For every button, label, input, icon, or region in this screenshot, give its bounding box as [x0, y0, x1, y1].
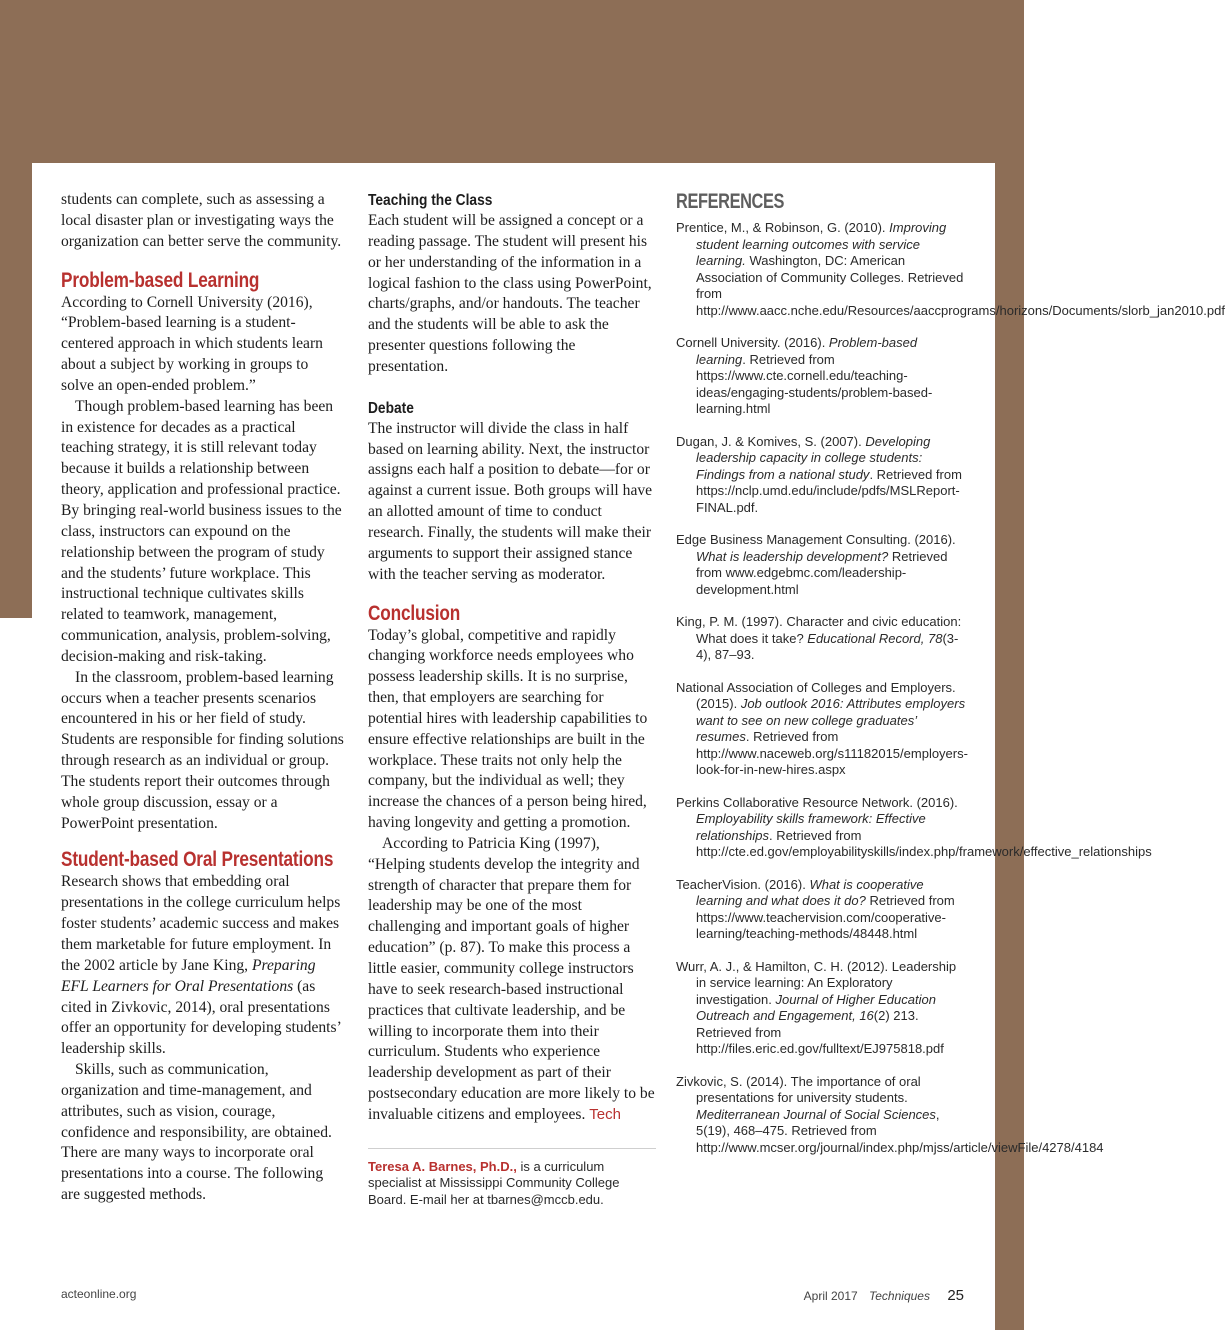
pbl-paragraph-2: Though problem-based learning has been in existence for decades as a practical teaching strategy, it is still relevant today because it builds a relationship between theory, application and professional practice. By bringing real-world business issues to the class, instructors can expound on the relationship between the program of study and the students’ future workplace. This instructional technique cultivates skills related to teamwork, management, communication, analysis, problem-solving, decision-making and risk-taking. [61, 397, 342, 665]
intro-continuation: students can complete, such as assessing a local disaster plan or investigating ways the organization can better serve the community. [61, 191, 342, 250]
tech-end-mark: Tech [589, 1105, 621, 1123]
footer-issue-info [804, 1287, 964, 1304]
reference-item: Dugan, J. & Komives, S. (2007). Developing leadership capacity in college students: Findings from a national study. Retrieved from https://nclp.umd.edu/include/pdfs/MSLReport-FINAL.pdf. [676, 433, 962, 515]
reference-item: King, P. M. (1997). Character and civic education: What does it take? Educational Record, 78(3-4), 87–93. [676, 614, 962, 662]
pbl-paragraph-3: In the classroom, problem-based learning occurs when a teacher presents scenarios encountered in his or her field of study. Students are responsible for finding solutions through research as an individual or group. The students report their outcomes through whole group discussion, essay or a PowerPoint presentation. [61, 668, 344, 832]
conclusion-paragraph-2: According to Patricia King (1997), “Helping students develop the integrity and strength of character that prepare them for leadership may be one of the most challenging and important goals of higher education” (p. 87). To make this process a little easier, community college instructors have to seek research-based instructional practices that cultivate leadership, and be willing to incorporate them into their curriculum. Students who experience leadership development as part of their postsecondary education are more likely to be invaluable citizens and employees. Tech [368, 834, 655, 1123]
student-oral-presentations-heading: Student-based Oral Presentations [61, 848, 334, 872]
reference-item: TeacherVision. (2016). What is cooperative learning and what does it do? Retrieved from https://www.teachervision.com/cooperative-learning/teaching-methods/48448.html [676, 876, 955, 941]
author-bio: Teresa A. Barnes, Ph.D., is a curriculum specialist at Mississippi Community College Board. E-mail her at tbarnes@mccb.edu. [368, 1158, 620, 1207]
problem-based-learning-heading: Problem-based Learning [61, 268, 260, 292]
debate-heading: Debate [368, 399, 414, 417]
conclusion-heading: Conclusion [368, 601, 461, 625]
author-name: Teresa A. Barnes, Ph.D., [368, 1158, 517, 1174]
references-column [676, 190, 1225, 1172]
reference-item: Wurr, A. J., & Hamilton, C. H. (2012). Leadership in service learning: An Exploratory investigation. Journal of Higher Education Outreach and Engagement, 16(2) 213. Retrieved from http://files.eric.ed.gov/fulltext/EJ975818.pdf [676, 958, 957, 1056]
debate-paragraph: The instructor will divide the class in half based on learning ability. Next, the instructor assigns each half a position to debate—for or against a current issue. Both groups will have an allotted amount of time to conduct research. Finally, the students will make their arguments to support their assigned stance with the teacher serving as moderator. [368, 419, 653, 583]
reference-item: Edge Business Management Consulting. (2016). What is leadership development? Retrieved from www.edgebmc.com/leadership-development.html [676, 532, 956, 597]
column-1 [61, 190, 344, 1206]
cited-article-title: Preparing EFL Learners for Oral Presentations [61, 956, 316, 995]
reference-item: Zivkovic, S. (2014). The importance of oral presentations for university students. Mediterranean Journal of Social Sciences, 5(19), 468–475. Retrieved from http://www.mcser.org/journal/index.php/mjss/article/viewFile/4278/4184 [676, 1073, 1104, 1155]
top-color-band [0, 0, 1024, 163]
reference-item: Perkins Collaborative Resource Network. (2016). Employability skills framework: Effective relationships. Retrieved from http://cte.ed.gov/employabilityskills/index.php/framework/effective_relationships [676, 794, 1152, 859]
left-color-band [0, 163, 32, 618]
references-heading: REFERENCES [676, 190, 785, 213]
bio-divider [368, 1148, 656, 1149]
teaching-the-class-heading: Teaching the Class [368, 192, 493, 209]
column-2 [368, 190, 656, 1208]
reference-item: National Association of Colleges and Employers. (2015). Job outlook 2016: Attributes employers want to see on new college graduates’ resumes. Retrieved from http://www.naceweb.org/s11182015/employers-look-for-in-new-hires.aspx [676, 679, 968, 777]
reference-item: Prentice, M., & Robinson, G. (2010). Improving student learning outcomes with service learning. Washington, DC: American Association of Community Colleges. Retrieved from http://www.aacc.nche.edu/Resources/aaccprograms/horizons/Documents/slorb_jan2010.pdf [676, 220, 1225, 318]
reference-item: Cornell University. (2016). Problem-based learning. Retrieved from https://www.cte.cornell.edu/teaching-ideas/engaging-students/problem-based-learning.html [676, 335, 933, 416]
teaching-paragraph: Each student will be assigned a concept or a reading passage. The student will present his or her understanding of the information in a logical fashion to the class using PowerPoint, charts/graphs, and/or handouts. The teacher and the students will be able to ask the presenter questions following the presentation. [368, 212, 652, 375]
pbl-paragraph-1: According to Cornell University (2016), “Problem-based learning is a student-centered approach in which students learn about a subject by working in groups to solve an open-ended problem.” [61, 293, 323, 394]
conclusion-paragraph-1: Today’s global, competitive and rapidly changing workforce needs employees who possess leadership skills. It is no surprise, then, that employers are searching for potential hires with leadership capabilities to ensure effective relationships are built in the workplace. These traits not only help the company, but the individual as well; they increase the chances of a person being hired, having longevity and getting a promotion. [368, 626, 648, 832]
sbop-paragraph-1: Research shows that embedding oral presentations in the college curriculum helps foster students’ academic success and makes them marketable for future employment. In the 2002 article by Jane King, Preparing EFL Learners for Oral Presentations (as cited in Zivkovic, 2014), oral presentations offer an opportunity for developing students’ leadership skills. [61, 873, 341, 1058]
sbop-paragraph-2: Skills, such as communication, organization and time-management, and attributes, such as vision, courage, confidence and responsibility, are obtained. There are many ways to incorporate oral presentations into a course. The following are suggested methods. [61, 1061, 332, 1204]
footer-magazine: Techniques [869, 1289, 930, 1303]
page-number: 25 [947, 1287, 964, 1304]
footer-site-url[interactable]: acteonline.org [61, 1287, 137, 1301]
footer-date: April 2017 [803, 1289, 858, 1303]
